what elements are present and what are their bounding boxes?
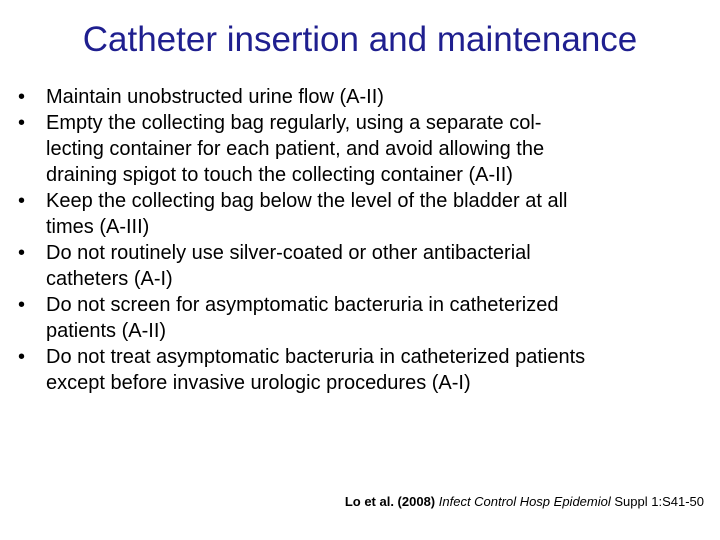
bullet-text-line: draining spigot to touch the collecting container (A-II) bbox=[46, 164, 513, 186]
citation-details: Suppl 1:S41-50 bbox=[614, 494, 704, 509]
bullet-item bbox=[18, 188, 708, 240]
bullet-dot-icon: • bbox=[18, 294, 26, 316]
citation-journal: Infect Control Hosp Epidemiol bbox=[438, 494, 611, 509]
bullet-dot-icon: • bbox=[18, 112, 26, 134]
bullet-dot-icon: • bbox=[18, 86, 26, 108]
bullet-dot-icon: • bbox=[18, 242, 26, 264]
bullet-text-line: Do not routinely use silver-coated or other antibacterial bbox=[46, 242, 531, 264]
bullet-text-line: lecting container for each patient, and avoid allowing the bbox=[46, 138, 545, 160]
bullet-text-line: Do not treat asymptomatic bacteruria in catheterized patients bbox=[46, 346, 586, 368]
bullet-item bbox=[18, 84, 708, 110]
bullet-text-line: times (A-III) bbox=[46, 216, 150, 238]
bullet-list bbox=[18, 84, 708, 396]
bullet-text-line: Maintain unobstructed urine flow (A-II) bbox=[46, 86, 384, 108]
bullet-text-line: Do not screen for asymptomatic bacteruria in catheterized bbox=[46, 294, 559, 316]
citation bbox=[0, 494, 704, 510]
bullet-item bbox=[18, 110, 708, 188]
citation-authors: Lo et al. (2008) bbox=[344, 494, 436, 509]
bullet-item bbox=[18, 292, 708, 344]
bullet-dot-icon: • bbox=[18, 346, 26, 368]
bullet-item bbox=[18, 344, 708, 396]
bullet-dot-icon: • bbox=[18, 190, 26, 212]
bullet-text-line: Keep the collecting bag below the level of the bladder at all bbox=[46, 190, 568, 212]
bullet-text-line: except before invasive urologic procedures (A-I) bbox=[46, 372, 471, 394]
bullet-text-line: Empty the collecting bag regularly, using a separate col- bbox=[46, 112, 542, 134]
bullet-text-line: patients (A-II) bbox=[46, 320, 167, 342]
slide-title: Catheter insertion and maintenance bbox=[82, 20, 638, 59]
bullet-item bbox=[18, 240, 708, 292]
bullet-text-line: catheters (A-I) bbox=[46, 268, 173, 290]
